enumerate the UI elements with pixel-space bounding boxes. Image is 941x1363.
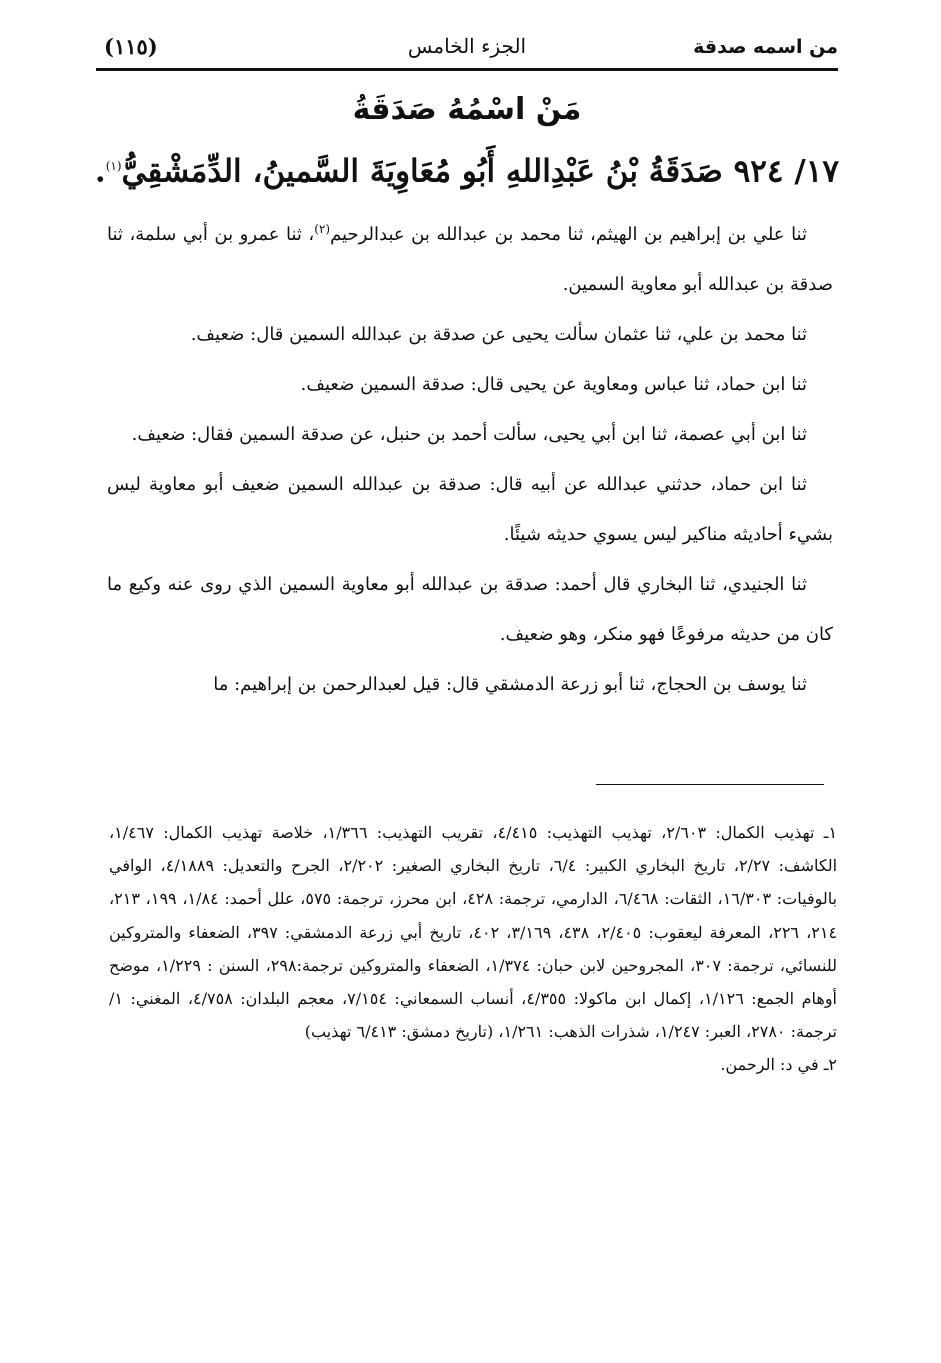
paragraph-1 — [107, 204, 833, 310]
running-header-section: من اسمه صدقة — [693, 36, 838, 58]
running-header — [96, 30, 838, 70]
entry-heading-end: . — [94, 153, 106, 190]
footnote-1-text: تهذيب الكمال: ٢/٦٠٣، تهذيب التهذيب: ٤/٤١٥، تقريب التهذيب: ١/٣٦٦، خلاصة تهذيب الكمال: ١/٤٦٧، الكاشف: ٢/٢٧، تاريخ البخاري الكبير: ٦/٤، تاريخ البخاري الصغير: ٢/٢٠٢، الجرح والتعديل: ٤/١٨٨٩، الوافي بالوفيات: ١٦/٣٠٣، الثقات: ٦/٤٦٨، الدارمي، ترجمة: ٤٢٨، ابن محرز، ترجمة: ٥٧٥، علل أحمد: ١/٨٤، ١٩٩، ٢١٣، ٢١٤، ٢٢٦، المعرفة ليعقوب: ٢/٤٠٥، ٤٣٨، ٣/١٦٩، ٤٠٢، تاريخ أبي زرعة الدمشقي: ٣٩٧، الضعفاء والمتروكين للنسائي، ترجمة: ٣٠٧، المجروحين لابن حبان: ١/٣٧٤، الضعفاء والمتروكين ترجمة:٢٩٨، السنن : ١/٢٢٩، موضح أوهام الجمع: ١/١٢٦، إكمال ابن ماكولا: ٤/٣٥٥، أنساب السمعاني: ٧/١٥٤، معجم البلدان: ٤/٧٥٨، المغني: ١/ترجمة: ٢٧٨٠، العبر: ١/٢٤٧، شذرات الذهب: ١/٢٦١، (تاريخ دمشق: ٦/٤١٣ تهذيب) — [109, 823, 838, 1042]
footnote-2-number: ٢ـ — [823, 1055, 837, 1075]
footnote-1-number: ١ـ — [823, 823, 838, 842]
paragraph-1-part-a: ثنا علي بن إبراهيم بن الهيثم، ثنا محمد بن عبدالله بن عبدالرحيم — [330, 224, 807, 245]
footnote-2-text: في د: الرحمن. — [720, 1055, 819, 1075]
body-text — [107, 204, 833, 710]
footnote-1 — [109, 816, 837, 1048]
paragraph-7: ثنا يوسف بن الحجاج، ثنا أبو زرعة الدمشقي قال: قيل لعبدالرحمن بن إبراهيم: ما — [213, 674, 807, 695]
footnote-rule — [596, 784, 824, 785]
paragraph-3: ثنا ابن حماد، ثنا عباس ومعاوية عن يحيى قال: صدقة السمين ضعيف. — [300, 374, 807, 395]
paragraph-5: ثنا ابن حماد، حدثني عبدالله عن أبيه قال: صدقة بن عبدالله السمين ضعيف أبو معاوية ليس بشيء أحاديثه مناكير ليس يسوي حديثه شيئًا. — [107, 474, 833, 545]
section-title: مَنْ اسْمُهُ صَدَقَةُ — [352, 92, 582, 127]
footnote-ref-1: (١) — [105, 159, 122, 173]
footnote-2 — [109, 1048, 837, 1081]
footnotes — [109, 816, 837, 1082]
footnote-ref-2: (٢) — [314, 222, 331, 236]
running-header-volume: الجزء الخامس — [407, 34, 527, 58]
paragraph-2: ثنا محمد بن علي، ثنا عثمان سألت يحيى عن صدقة بن عبدالله السمين قال: ضعيف. — [190, 324, 807, 345]
header-rule — [96, 68, 838, 71]
entry-heading — [94, 142, 839, 195]
page-number: (١١٥) — [104, 34, 158, 59]
paragraph-6: ثنا الجنيدي، ثنا البخاري قال أحمد: صدقة بن عبدالله أبو معاوية السمين الذي روى عنه وكيع ما كان من حديثه مرفوعًا فهو منكر، وهو ضعيف. — [107, 574, 833, 645]
paragraph-4: ثنا ابن أبي عصمة، ثنا ابن أبي يحيى، سألت أحمد بن حنبل، عن صدقة السمين فقال: ضعيف. — [131, 424, 807, 445]
paragraph-1-part-b: ، ثنا عمرو بن أبي سلمة، ثنا صدقة بن عبدالله أبو معاوية السمين. — [107, 224, 833, 295]
entry-heading-text: ١٧/ ٩٢٤ صَدَقَةُ بْنُ عَبْدِاللهِ أَبُو مُعَاوِيَةَ السَّمينُ، الدِّمَشْقِيُّ — [121, 153, 839, 190]
